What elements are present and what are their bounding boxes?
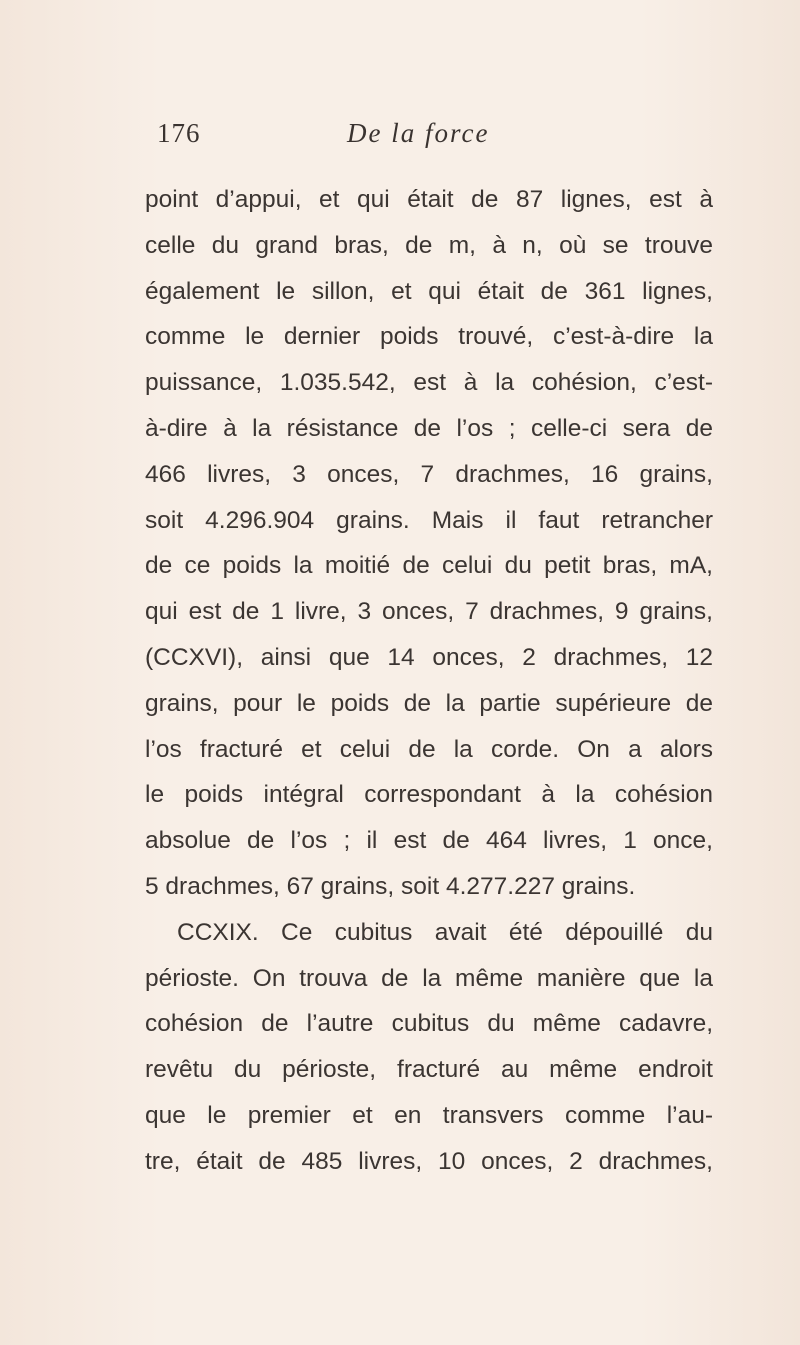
text-line: également le sillon, et qui était de 361 lignes, [145, 277, 713, 305]
text-line: cohésion de l’autre cubitus du même cadavre, [145, 1010, 713, 1038]
text-line: celle du grand bras, de m, à n, où se trouve [145, 231, 713, 259]
text-line: de ce poids la moitié de celui du petit bras, mA, [145, 552, 713, 580]
text-line: revêtu du périoste, fracturé au même endroit [145, 1056, 713, 1084]
body-text [145, 177, 713, 1185]
text-line: comme le dernier poids trouvé, c’est-à-dire la [145, 323, 713, 351]
text-line: tre, était de 485 livres, 10 onces, 2 drachmes, [145, 1147, 713, 1175]
text-line: absolue de l’os ; il est de 464 livres, 1 once, [145, 827, 713, 855]
page-number: 176 [157, 118, 201, 148]
text-line: 466 livres, 3 onces, 7 drachmes, 16 grains, [145, 460, 713, 488]
text-line: (CCXVI), ainsi que 14 onces, 2 drachmes, 12 [145, 643, 713, 671]
text-line: soit 4.296.904 grains. Mais il faut retrancher [145, 506, 713, 534]
running-title: De la force [347, 118, 490, 148]
paragraph-start-line: CCXIX. Ce cubitus avait été dépouillé du [177, 918, 713, 946]
text-line: l’os fracturé et celui de la corde. On a alors [145, 735, 713, 763]
text-line: le poids intégral correspondant à la cohésion [145, 781, 713, 809]
text-line: puissance, 1.035.542, est à la cohésion, c’est- [145, 369, 713, 397]
text-line: grains, pour le poids de la partie supérieure de [145, 689, 713, 717]
text-line: à-dire à la résistance de l’os ; celle-ci sera de [145, 414, 713, 442]
text-line: que le premier et en transvers comme l’au- [145, 1101, 713, 1129]
text-line: qui est de 1 livre, 3 onces, 7 drachmes, 9 grains, [145, 598, 713, 626]
text-line: 5 drachmes, 67 grains, soit 4.277.227 grains. [145, 872, 636, 900]
page-header [157, 118, 637, 158]
text-line: périoste. On trouva de la même manière que la [145, 964, 713, 992]
text-line: point d’appui, et qui était de 87 lignes, est à [145, 186, 713, 213]
